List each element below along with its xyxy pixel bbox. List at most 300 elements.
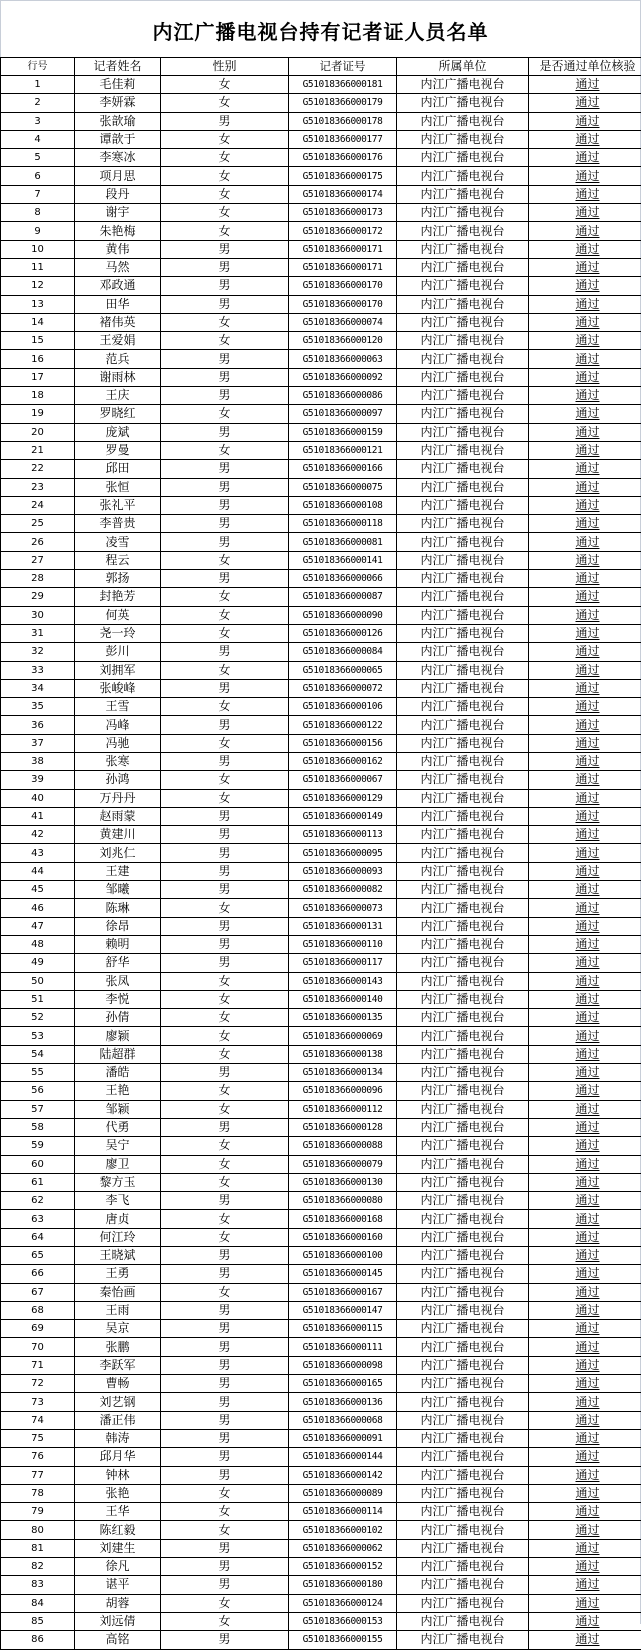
cert-number-cell: G51018366000075 (289, 478, 397, 496)
verified-status-link[interactable]: 通过 (575, 1212, 599, 1226)
name-cell: 张歆瑜 (75, 112, 161, 130)
verified-cell (529, 1393, 641, 1411)
gender-cell: 男 (161, 716, 289, 734)
table-row (1, 405, 641, 423)
verified-status-link[interactable]: 通过 (575, 1413, 599, 1427)
verified-status-link[interactable]: 通过 (575, 1541, 599, 1555)
verified-cell (529, 533, 641, 551)
unit-cell: 内江广播电视台 (397, 954, 529, 972)
verified-cell (529, 1192, 641, 1210)
unit-cell: 内江广播电视台 (397, 76, 529, 94)
name-cell: 陈琳 (75, 899, 161, 917)
cert-number-cell: G51018366000072 (289, 679, 397, 697)
verified-status-link[interactable]: 通过 (575, 699, 599, 713)
gender-cell: 男 (161, 643, 289, 661)
table-header-row (1, 58, 641, 76)
name-cell: 邹颖 (75, 1100, 161, 1118)
row-number-cell: 44 (1, 862, 75, 880)
verified-status-link[interactable]: 通过 (575, 443, 599, 457)
name-cell: 曹畅 (75, 1375, 161, 1393)
verified-status-link[interactable]: 通过 (575, 1029, 599, 1043)
verified-cell (529, 1356, 641, 1374)
table-row (1, 1210, 641, 1228)
unit-cell: 内江广播电视台 (397, 460, 529, 478)
table-row (1, 1503, 641, 1521)
row-number-cell: 45 (1, 881, 75, 899)
verified-cell (529, 844, 641, 862)
unit-cell: 内江广播电视台 (397, 679, 529, 697)
verified-status-link[interactable]: 通过 (575, 1559, 599, 1573)
row-number-cell: 11 (1, 258, 75, 276)
cert-number-cell: G51018366000114 (289, 1503, 397, 1521)
cert-number-cell: G51018366000110 (289, 935, 397, 953)
name-cell: 李妍霖 (75, 94, 161, 112)
verified-status-link[interactable]: 通过 (575, 681, 599, 695)
row-number-cell: 12 (1, 277, 75, 295)
verified-status-link[interactable]: 通过 (575, 1047, 599, 1061)
verified-cell (529, 862, 641, 880)
cert-number-cell: G51018366000084 (289, 643, 397, 661)
table-row (1, 1155, 641, 1173)
verified-status-link[interactable]: 通过 (575, 1303, 599, 1317)
row-number-cell: 77 (1, 1466, 75, 1484)
verified-status-link[interactable]: 通过 (575, 1120, 599, 1134)
table-row (1, 1375, 641, 1393)
verified-status-link[interactable]: 通过 (575, 1065, 599, 1079)
gender-cell: 女 (161, 1027, 289, 1045)
verified-cell (529, 1338, 641, 1356)
verified-status-link[interactable]: 通过 (575, 1010, 599, 1024)
verified-status-link[interactable]: 通过 (575, 882, 599, 896)
row-number-cell: 16 (1, 350, 75, 368)
unit-cell: 内江广播电视台 (397, 277, 529, 295)
row-number-cell: 32 (1, 643, 75, 661)
gender-cell: 男 (161, 423, 289, 441)
row-number-cell: 78 (1, 1484, 75, 1502)
cert-number-cell: G51018366000160 (289, 1228, 397, 1246)
unit-cell: 内江广播电视台 (397, 771, 529, 789)
name-cell: 王爱娟 (75, 332, 161, 350)
gender-cell: 男 (161, 935, 289, 953)
row-number-cell: 19 (1, 405, 75, 423)
unit-cell: 内江广播电视台 (397, 935, 529, 953)
table-row (1, 826, 641, 844)
name-cell: 田华 (75, 295, 161, 313)
verified-cell (529, 240, 641, 258)
verified-status-link[interactable]: 通过 (575, 1230, 599, 1244)
cert-number-cell: G51018366000126 (289, 624, 397, 642)
row-number-cell: 9 (1, 222, 75, 240)
table-row (1, 588, 641, 606)
gender-cell: 男 (161, 862, 289, 880)
cert-number-cell: G51018366000179 (289, 94, 397, 112)
name-cell: 邱田 (75, 460, 161, 478)
verified-cell (529, 368, 641, 386)
verified-status-link[interactable]: 通过 (575, 919, 599, 933)
table-row (1, 752, 641, 770)
row-number-cell: 7 (1, 185, 75, 203)
table-row (1, 1045, 641, 1063)
table-row (1, 661, 641, 679)
column-header-verified: 是否通过单位核验 (529, 58, 641, 76)
table-row (1, 606, 641, 624)
verified-status-link[interactable]: 通过 (575, 1175, 599, 1189)
table-row (1, 204, 641, 222)
gender-cell: 女 (161, 1228, 289, 1246)
verified-cell (529, 1503, 641, 1521)
verified-cell (529, 94, 641, 112)
cert-number-cell: G51018366000131 (289, 917, 397, 935)
name-cell: 唐贞 (75, 1210, 161, 1228)
verified-status-link[interactable]: 通过 (575, 589, 599, 603)
name-cell: 罗曼 (75, 441, 161, 459)
verified-cell (529, 295, 641, 313)
name-cell: 黎方玉 (75, 1173, 161, 1191)
name-cell: 陆超群 (75, 1045, 161, 1063)
verified-status-link[interactable]: 通过 (575, 1486, 599, 1500)
row-number-cell: 60 (1, 1155, 75, 1173)
verified-status-link[interactable]: 通过 (575, 1596, 599, 1610)
table-row (1, 643, 641, 661)
cert-number-cell: G51018366000102 (289, 1521, 397, 1539)
name-cell: 冯驰 (75, 734, 161, 752)
verified-status-link[interactable]: 通过 (575, 480, 599, 494)
cert-number-cell: G51018366000165 (289, 1375, 397, 1393)
unit-cell: 内江广播电视台 (397, 350, 529, 368)
verified-status-link[interactable]: 通过 (575, 1395, 599, 1409)
verified-cell (529, 716, 641, 734)
name-cell: 吴宁 (75, 1137, 161, 1155)
verified-status-link[interactable]: 通过 (575, 846, 599, 860)
row-number-cell: 82 (1, 1558, 75, 1576)
table-row (1, 1484, 641, 1502)
name-cell: 王雪 (75, 698, 161, 716)
verified-status-link[interactable]: 通过 (575, 77, 599, 91)
gender-cell: 女 (161, 972, 289, 990)
row-number-cell: 72 (1, 1375, 75, 1393)
row-number-cell: 56 (1, 1082, 75, 1100)
verified-cell (529, 1558, 641, 1576)
row-number-cell: 74 (1, 1411, 75, 1429)
cert-number-cell: G51018366000074 (289, 313, 397, 331)
verified-status-link[interactable]: 通过 (575, 315, 599, 329)
gender-cell: 男 (161, 258, 289, 276)
verified-status-link[interactable]: 通过 (575, 864, 599, 878)
verified-status-link[interactable]: 通过 (575, 1632, 599, 1646)
gender-cell: 女 (161, 332, 289, 350)
unit-cell: 内江广播电视台 (397, 313, 529, 331)
verified-status-link[interactable]: 通过 (575, 1285, 599, 1299)
verified-status-link[interactable]: 通过 (575, 535, 599, 549)
verified-status-link[interactable]: 通过 (575, 370, 599, 384)
row-number-cell: 61 (1, 1173, 75, 1191)
gender-cell: 女 (161, 624, 289, 642)
verified-status-link[interactable]: 通过 (575, 1614, 599, 1628)
verified-status-link[interactable]: 通过 (575, 1468, 599, 1482)
gender-cell: 男 (161, 368, 289, 386)
cert-number-cell: G51018366000065 (289, 661, 397, 679)
gender-cell: 女 (161, 167, 289, 185)
verified-cell (529, 551, 641, 569)
verified-status-link[interactable]: 通过 (575, 571, 599, 585)
verified-status-link[interactable]: 通过 (575, 224, 599, 238)
verified-status-link[interactable]: 通过 (575, 150, 599, 164)
column-header-gender: 性别 (161, 58, 289, 76)
verified-cell (529, 1173, 641, 1191)
verified-status-link[interactable]: 通过 (575, 1504, 599, 1518)
unit-cell: 内江广播电视台 (397, 94, 529, 112)
verified-status-link[interactable]: 通过 (575, 736, 599, 750)
table-row (1, 862, 641, 880)
verified-status-link[interactable]: 通过 (575, 608, 599, 622)
cert-number-cell: G51018366000062 (289, 1539, 397, 1557)
cert-number-cell: G51018366000138 (289, 1045, 397, 1063)
row-number-cell: 67 (1, 1283, 75, 1301)
gender-cell: 男 (161, 1448, 289, 1466)
verified-status-link[interactable]: 通过 (575, 1577, 599, 1591)
verified-status-link[interactable]: 通过 (575, 992, 599, 1006)
verified-status-link[interactable]: 通过 (575, 1157, 599, 1171)
cert-number-cell: G51018366000171 (289, 240, 397, 258)
unit-cell: 内江广播电视台 (397, 149, 529, 167)
verified-status-link[interactable]: 通过 (575, 388, 599, 402)
row-number-cell: 30 (1, 606, 75, 624)
verified-status-link[interactable]: 通过 (575, 663, 599, 677)
gender-cell: 女 (161, 441, 289, 459)
verified-status-link[interactable]: 通过 (575, 242, 599, 256)
verified-status-link[interactable]: 通过 (575, 461, 599, 475)
verified-status-link[interactable]: 通过 (575, 1193, 599, 1207)
name-cell: 李普贵 (75, 515, 161, 533)
row-number-cell: 84 (1, 1594, 75, 1612)
row-number-cell: 3 (1, 112, 75, 130)
verified-status-link[interactable]: 通过 (575, 1340, 599, 1354)
gender-cell: 女 (161, 222, 289, 240)
row-number-cell: 51 (1, 990, 75, 1008)
verified-status-link[interactable]: 通过 (575, 260, 599, 274)
verified-status-link[interactable]: 通过 (575, 772, 599, 786)
verified-status-link[interactable]: 通过 (575, 1266, 599, 1280)
gender-cell: 女 (161, 1137, 289, 1155)
verified-status-link[interactable]: 通过 (575, 132, 599, 146)
name-cell: 项月思 (75, 167, 161, 185)
row-number-cell: 65 (1, 1247, 75, 1265)
verified-cell (529, 972, 641, 990)
unit-cell: 内江广播电视台 (397, 1082, 529, 1100)
unit-cell: 内江广播电视台 (397, 862, 529, 880)
row-number-cell: 40 (1, 789, 75, 807)
table-row (1, 1228, 641, 1246)
table-row (1, 899, 641, 917)
table-row (1, 807, 641, 825)
cert-number-cell: G51018366000121 (289, 441, 397, 459)
verified-status-link[interactable]: 通过 (575, 1358, 599, 1372)
cert-number-cell: G51018366000162 (289, 752, 397, 770)
name-cell: 王艳 (75, 1082, 161, 1100)
cert-number-cell: G51018366000159 (289, 423, 397, 441)
verified-cell (529, 185, 641, 203)
verified-cell (529, 1448, 641, 1466)
column-header-name: 记者姓名 (75, 58, 161, 76)
row-number-cell: 63 (1, 1210, 75, 1228)
verified-status-link[interactable]: 通过 (575, 1376, 599, 1390)
cert-number-cell: G51018366000089 (289, 1484, 397, 1502)
cert-number-cell: G51018366000173 (289, 204, 397, 222)
verified-status-link[interactable]: 通过 (575, 352, 599, 366)
verified-status-link[interactable]: 通过 (575, 644, 599, 658)
row-number-cell: 43 (1, 844, 75, 862)
table-row (1, 533, 641, 551)
table-row (1, 387, 641, 405)
unit-cell: 内江广播电视台 (397, 1338, 529, 1356)
name-cell: 徐昂 (75, 917, 161, 935)
gender-cell: 男 (161, 1192, 289, 1210)
row-number-cell: 64 (1, 1228, 75, 1246)
verified-status-link[interactable]: 通过 (575, 516, 599, 530)
cert-number-cell: G51018366000081 (289, 533, 397, 551)
verified-status-link[interactable]: 通过 (575, 406, 599, 420)
table-row (1, 624, 641, 642)
name-cell: 徐凡 (75, 1558, 161, 1576)
verified-cell (529, 899, 641, 917)
verified-cell (529, 76, 641, 94)
verified-status-link[interactable]: 通过 (575, 425, 599, 439)
name-cell: 庞斌 (75, 423, 161, 441)
verified-status-link[interactable]: 通过 (575, 626, 599, 640)
name-cell: 张凤 (75, 972, 161, 990)
verified-cell (529, 515, 641, 533)
verified-status-link[interactable]: 通过 (575, 1138, 599, 1152)
name-cell: 廖颖 (75, 1027, 161, 1045)
verified-status-link[interactable]: 通过 (575, 1449, 599, 1463)
row-number-cell: 50 (1, 972, 75, 990)
verified-cell (529, 954, 641, 972)
unit-cell: 内江广播电视台 (397, 1503, 529, 1521)
verified-status-link[interactable]: 通过 (575, 791, 599, 805)
table-row (1, 1466, 641, 1484)
cert-number-cell: G51018366000180 (289, 1576, 397, 1594)
name-cell: 吴京 (75, 1320, 161, 1338)
verified-status-link[interactable]: 通过 (575, 553, 599, 567)
verified-status-link[interactable]: 通过 (575, 1083, 599, 1097)
verified-status-link[interactable]: 通过 (575, 333, 599, 347)
verified-status-link[interactable]: 通过 (575, 278, 599, 292)
cert-number-cell: G51018366000124 (289, 1594, 397, 1612)
cert-number-cell: G51018366000073 (289, 899, 397, 917)
verified-status-link[interactable]: 通过 (575, 1431, 599, 1445)
verified-status-link[interactable]: 通过 (575, 169, 599, 183)
table-row (1, 149, 641, 167)
verified-cell (529, 1265, 641, 1283)
unit-cell: 内江广播电视台 (397, 990, 529, 1008)
cert-number-cell: G51018366000079 (289, 1155, 397, 1173)
verified-status-link[interactable]: 通过 (575, 95, 599, 109)
verified-cell (529, 496, 641, 514)
unit-cell: 内江广播电视台 (397, 1045, 529, 1063)
name-cell: 张峻峰 (75, 679, 161, 697)
unit-cell: 内江广播电视台 (397, 1100, 529, 1118)
gender-cell: 女 (161, 1100, 289, 1118)
gender-cell: 男 (161, 1539, 289, 1557)
cert-number-cell: G51018366000176 (289, 149, 397, 167)
unit-cell: 内江广播电视台 (397, 1411, 529, 1429)
row-number-cell: 81 (1, 1539, 75, 1557)
unit-cell: 内江广播电视台 (397, 515, 529, 533)
verified-status-link[interactable]: 通过 (575, 114, 599, 128)
verified-status-link[interactable]: 通过 (575, 901, 599, 915)
verified-cell (529, 1301, 641, 1319)
verified-status-link[interactable]: 通过 (575, 718, 599, 732)
unit-cell: 内江广播电视台 (397, 1631, 529, 1649)
table-row (1, 1576, 641, 1594)
row-number-cell: 35 (1, 698, 75, 716)
cert-number-cell: G51018366000156 (289, 734, 397, 752)
verified-status-link[interactable]: 通过 (575, 297, 599, 311)
name-cell: 韩涛 (75, 1429, 161, 1447)
verified-status-link[interactable]: 通过 (575, 809, 599, 823)
verified-status-link[interactable]: 通过 (575, 974, 599, 988)
verified-status-link[interactable]: 通过 (575, 205, 599, 219)
table-row (1, 1631, 641, 1649)
cert-number-cell: G51018366000166 (289, 460, 397, 478)
row-number-cell: 2 (1, 94, 75, 112)
journalist-table (0, 57, 641, 1650)
table-row (1, 423, 641, 441)
verified-status-link[interactable]: 通过 (575, 937, 599, 951)
unit-cell: 内江广播电视台 (397, 643, 529, 661)
gender-cell: 男 (161, 1064, 289, 1082)
verified-status-link[interactable]: 通过 (575, 1248, 599, 1262)
verified-status-link[interactable]: 通过 (575, 754, 599, 768)
table-row (1, 368, 641, 386)
verified-cell (529, 1594, 641, 1612)
table-row (1, 478, 641, 496)
gender-cell: 男 (161, 533, 289, 551)
verified-cell (529, 1082, 641, 1100)
name-cell: 朱艳梅 (75, 222, 161, 240)
verified-status-link[interactable]: 通过 (575, 955, 599, 969)
verified-status-link[interactable]: 通过 (575, 1523, 599, 1537)
gender-cell: 女 (161, 1283, 289, 1301)
name-cell: 钟林 (75, 1466, 161, 1484)
verified-status-link[interactable]: 通过 (575, 1321, 599, 1335)
unit-cell: 内江广播电视台 (397, 1484, 529, 1502)
table-row (1, 1356, 641, 1374)
table-row (1, 881, 641, 899)
row-number-cell: 26 (1, 533, 75, 551)
row-number-cell: 39 (1, 771, 75, 789)
verified-status-link[interactable]: 通过 (575, 498, 599, 512)
gender-cell: 女 (161, 313, 289, 331)
cert-number-cell: G51018366000117 (289, 954, 397, 972)
verified-cell (529, 624, 641, 642)
verified-status-link[interactable]: 通过 (575, 1102, 599, 1116)
name-cell: 潘皓 (75, 1064, 161, 1082)
gender-cell: 女 (161, 204, 289, 222)
unit-cell: 内江广播电视台 (397, 1375, 529, 1393)
cert-number-cell: G51018366000155 (289, 1631, 397, 1649)
row-number-cell: 20 (1, 423, 75, 441)
verified-status-link[interactable]: 通过 (575, 187, 599, 201)
verified-status-link[interactable]: 通过 (575, 827, 599, 841)
name-cell: 李寒冰 (75, 149, 161, 167)
name-cell: 赵雨蒙 (75, 807, 161, 825)
unit-cell: 内江广播电视台 (397, 368, 529, 386)
cert-number-cell: G51018366000168 (289, 1210, 397, 1228)
gender-cell: 女 (161, 1503, 289, 1521)
cert-number-cell: G51018366000172 (289, 222, 397, 240)
table-row (1, 789, 641, 807)
